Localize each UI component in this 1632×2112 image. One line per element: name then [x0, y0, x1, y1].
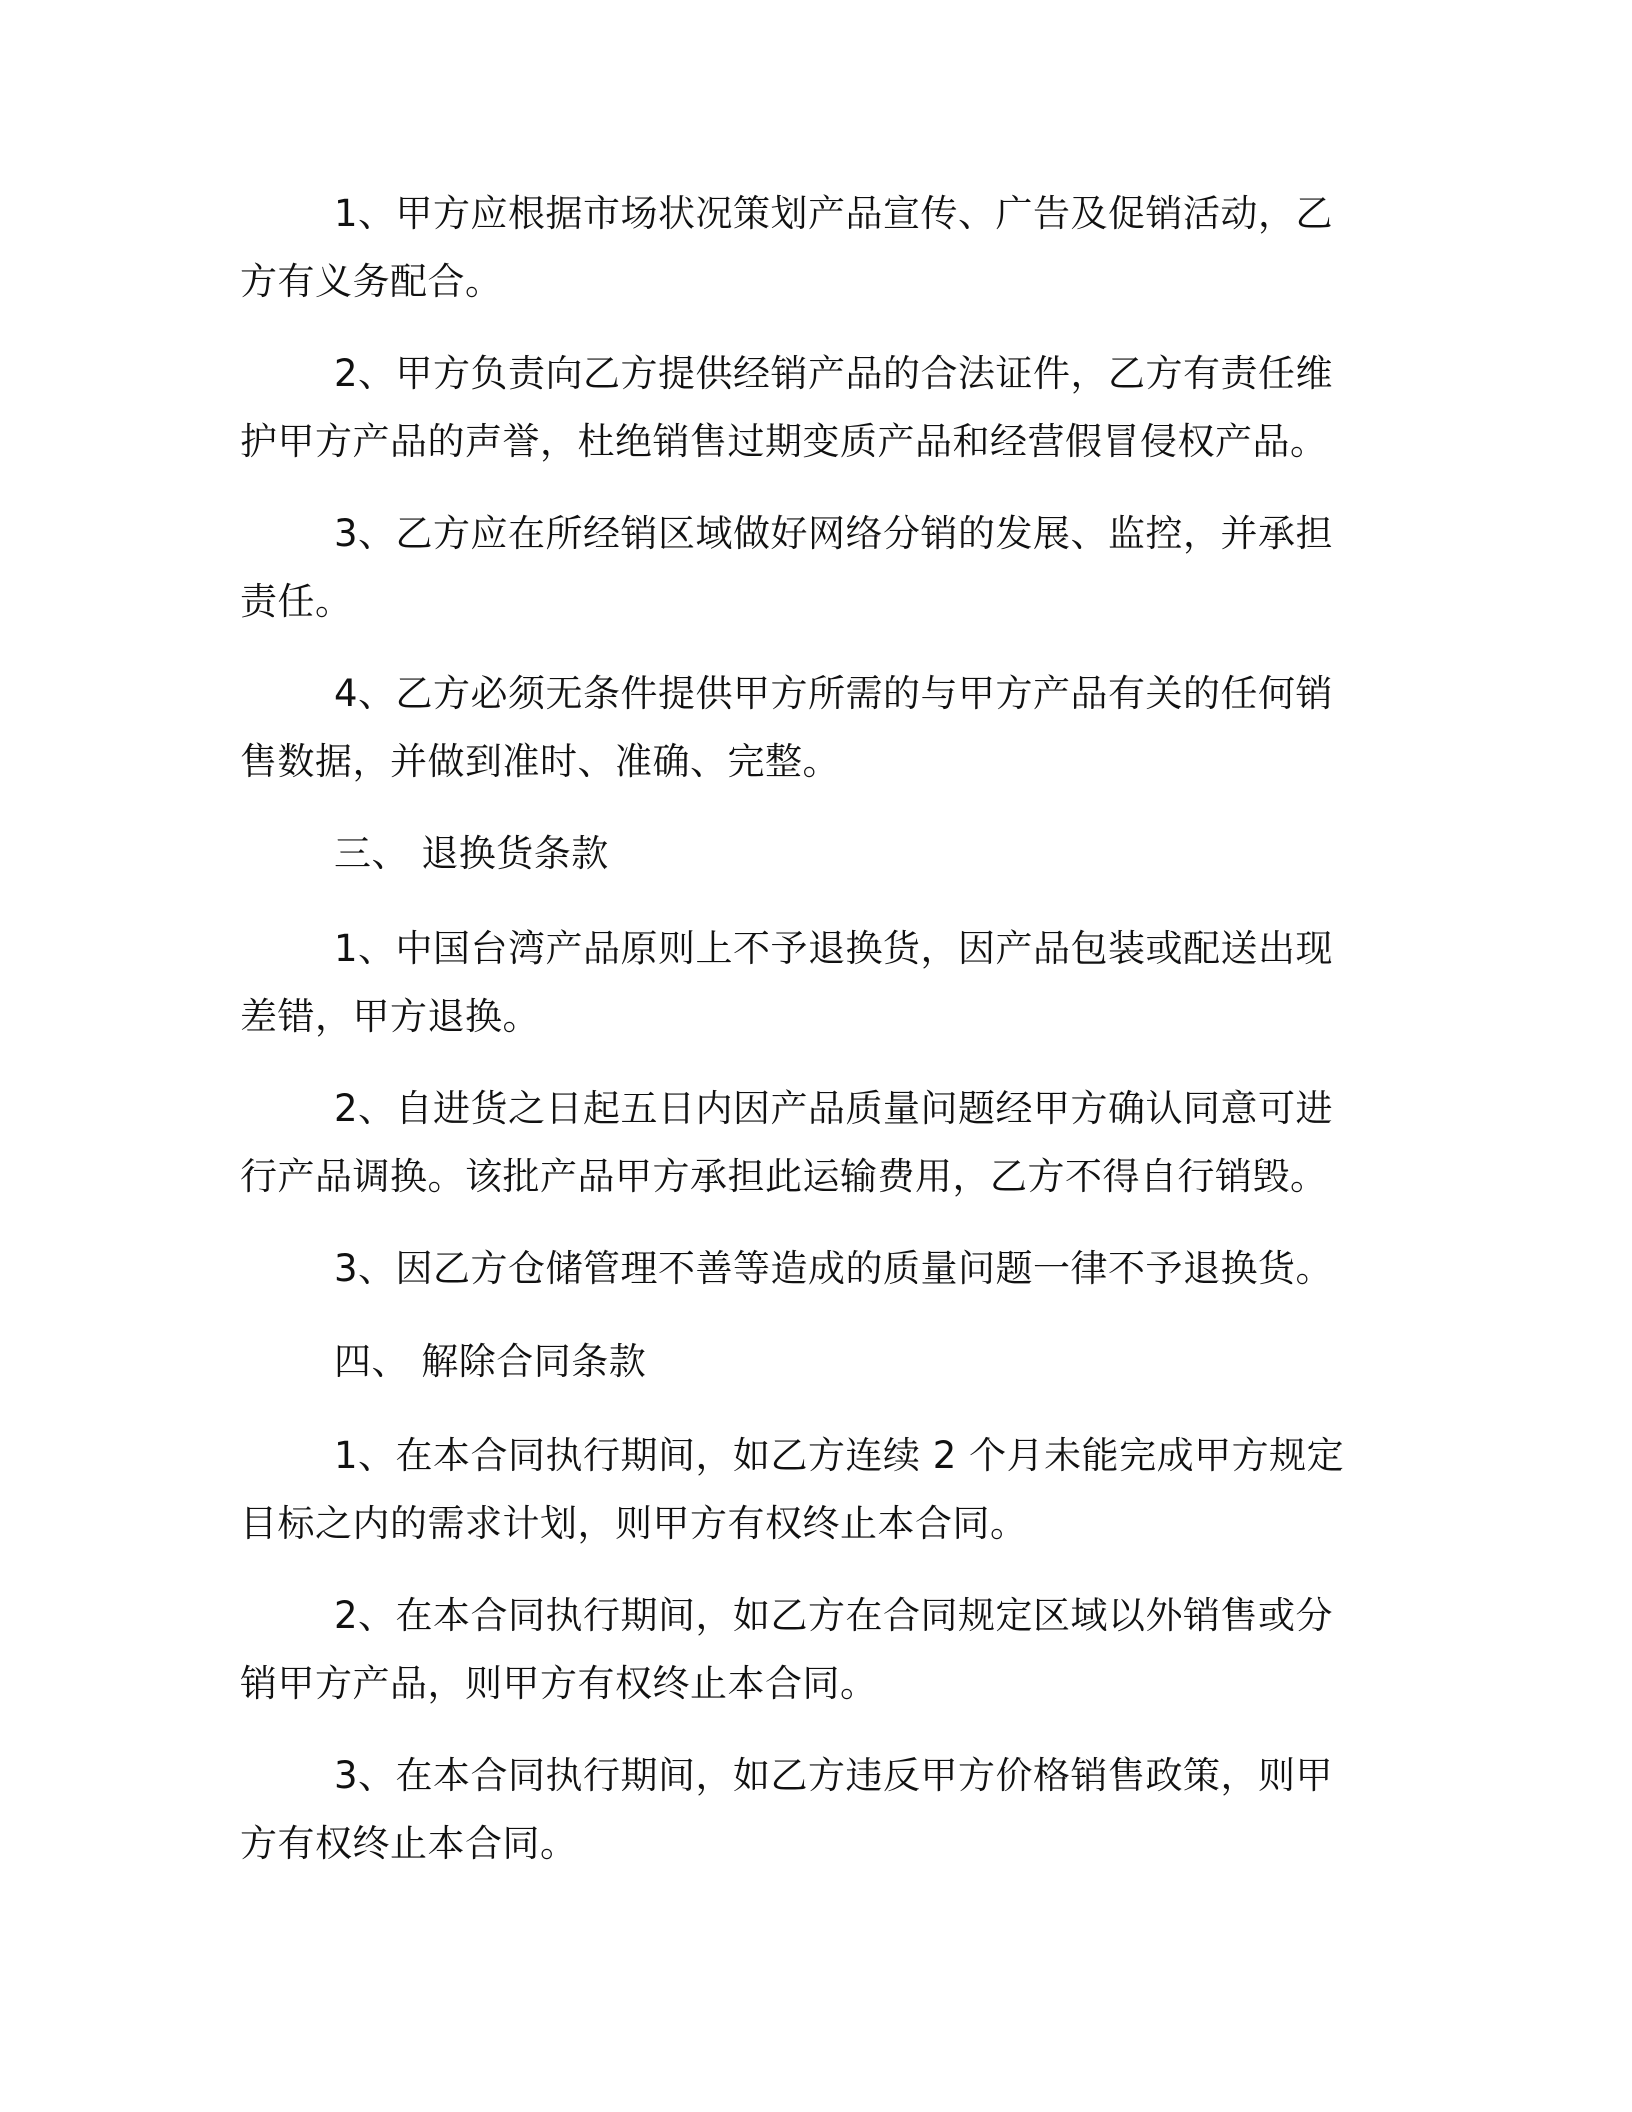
clause-paragraph: 3、因乙方仓储管理不善等造成的质量问题一律不予退换货。: [334, 1247, 1334, 1290]
clause-paragraph: 2、甲方负责向乙方提供经销产品的合法证件，乙方有责任维护甲方产品的声誉，杜绝销售过期变质产品和经营假冒侵权产品。: [240, 352, 1334, 463]
clause-paragraph: 3、在本合同执行期间，如乙方违反甲方价格销售政策，则甲方有权终止本合同。: [240, 1754, 1334, 1865]
clause-paragraph: 1、在本合同执行期间，如乙方连续 2 个月未能完成甲方规定目标之内的需求计划，则甲方有权终止本合同。: [240, 1434, 1345, 1545]
section-heading: 四、 解除合同条款: [334, 1340, 647, 1383]
clause-paragraph: 3、乙方应在所经销区域做好网络分销的发展、监控，并承担责任。: [240, 512, 1334, 623]
clause-paragraph: 2、自进货之日起五日内因产品质量问题经甲方确认同意可进行产品调换。该批产品甲方承担此运输费用，乙方不得自行销毁。: [240, 1087, 1334, 1198]
clause-paragraph: 2、在本合同执行期间，如乙方在合同规定区域以外销售或分销甲方产品，则甲方有权终止本合同。: [240, 1594, 1334, 1705]
clause-paragraph: 1、中国台湾产品原则上不予退换货，因产品包装或配送出现差错，甲方退换。: [240, 927, 1334, 1038]
section-heading: 三、 退换货条款: [334, 832, 609, 875]
clause-paragraph: 4、乙方必须无条件提供甲方所需的与甲方产品有关的任何销售数据，并做到准时、准确、完整。: [240, 672, 1334, 783]
clause-paragraph: 1、甲方应根据市场状况策划产品宣传、广告及促销活动，乙方有义务配合。: [240, 192, 1334, 303]
